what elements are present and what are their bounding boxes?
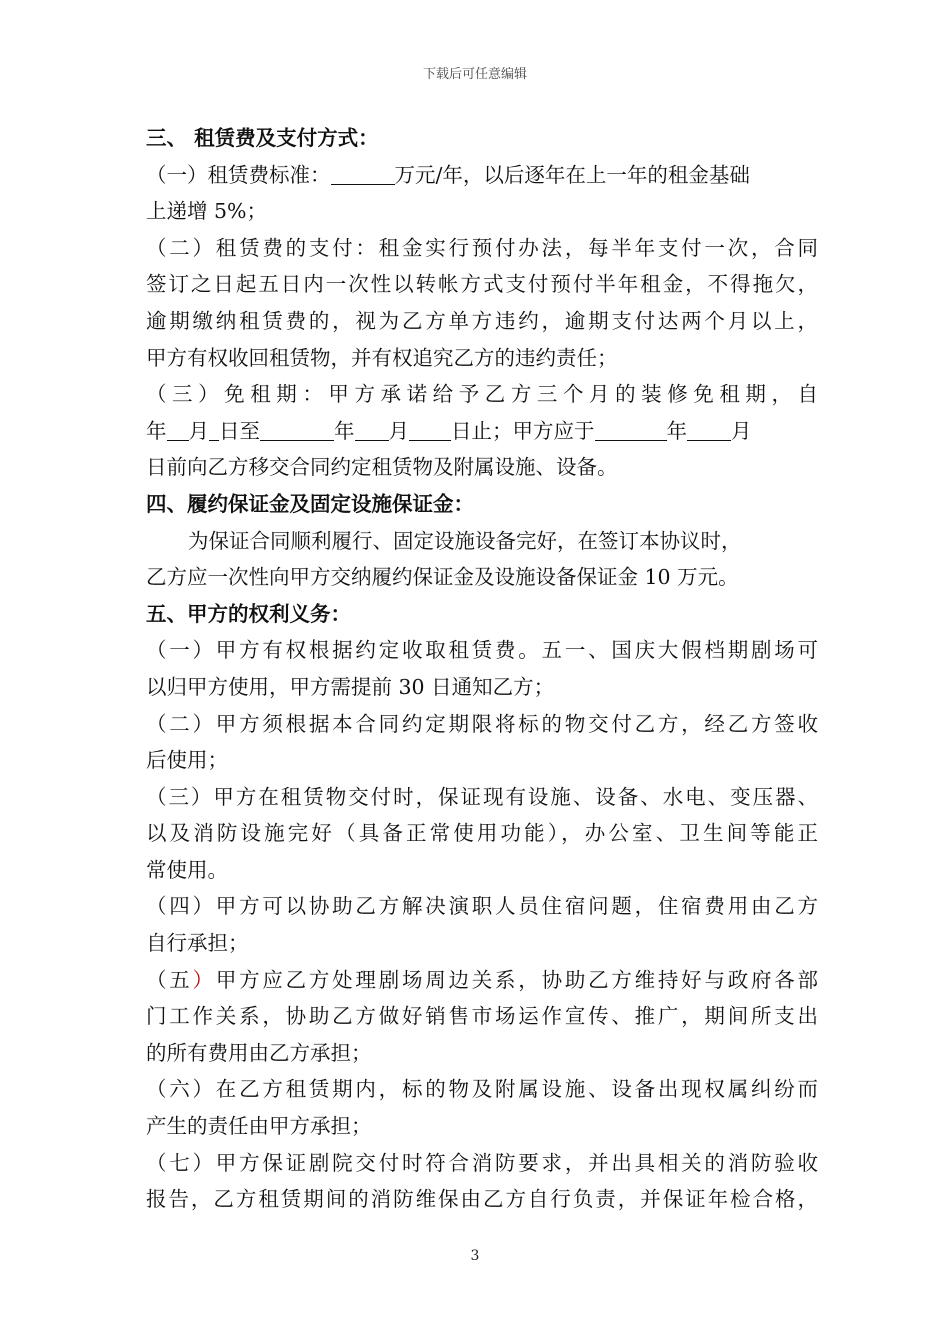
text-span: 年 xyxy=(666,418,687,443)
blank-field xyxy=(260,415,334,441)
text-span: 年 xyxy=(146,418,167,443)
text-span: 月 xyxy=(731,418,752,443)
paragraph-line: 日前向乙方移交合同约定租赁物及附属设施、设备。 xyxy=(146,455,618,480)
paragraph-line: 产生的责任由甲方承担； xyxy=(146,1114,372,1139)
paragraph-line: 常使用。 xyxy=(146,857,228,882)
page-header: 下载后可任意编辑 xyxy=(422,67,527,82)
paragraph-line: 以及消防设施完好（具备正常使用功能），办公室、卫生间等能正 xyxy=(146,821,818,846)
text-span: 月 xyxy=(188,418,209,443)
paragraph-line: 乙方应一次性向甲方交纳履约保证金及设施设备保证金 10 万元。 xyxy=(146,565,739,590)
page-number: 3 xyxy=(470,1248,480,1264)
section-4-title: 四、履约保证金及固定设施保证金： xyxy=(146,491,474,516)
text-span: （五 xyxy=(146,967,193,992)
section-3-title: 三、 租赁费及支付方式： xyxy=(146,126,379,150)
document-body xyxy=(146,120,818,1218)
paragraph-line: 的所有费用由乙方承担； xyxy=(146,1040,372,1065)
paragraph-line xyxy=(146,157,818,194)
blank-field xyxy=(687,415,731,441)
text-span: 万元/年，以后逐年在上一年的租金基础 xyxy=(394,162,750,187)
section-5-title: 五、甲方的权利义务： xyxy=(146,601,351,626)
text-span: 日至 xyxy=(219,418,260,443)
text-span: 日止；甲方应于 xyxy=(451,418,595,443)
paragraph-line: 门工作关系，协助乙方做好销售市场运作宣传、推广，期间所支出 xyxy=(146,1004,818,1029)
text-span: 年 xyxy=(334,418,355,443)
paragraph-line: （七）甲方保证剧院交付时符合消防要求，并出具相关的消防验收 xyxy=(146,1150,818,1175)
paragraph-line: （三）免租期：甲方承诺给予乙方三个月的装修免租期，自 xyxy=(146,382,818,407)
paragraph-line: 为保证合同顺利履行、固定设施设备完好，在签订本协议时， xyxy=(188,528,742,553)
paragraph-line: 以归甲方使用，甲方需提前 30 日通知乙方； xyxy=(146,674,555,699)
paragraph-line: 自行承担； xyxy=(146,931,249,956)
blank-field xyxy=(355,415,389,441)
blank-field xyxy=(409,415,451,441)
text-span-red: ） xyxy=(192,967,216,992)
blank-field xyxy=(167,415,189,441)
blank-field-rent xyxy=(331,159,395,185)
paragraph-line: （二）租赁费的支付：租金实行预付办法，每半年支付一次，合同 xyxy=(146,235,818,260)
paragraph-line: 逾期缴纳租赁费的，视为乙方单方违约，逾期支付达两个月以上， xyxy=(146,308,818,333)
paragraph-line: （四）甲方可以协助乙方解决演职人员住宿问题，住宿费用由乙方 xyxy=(146,894,818,919)
text-span: 月 xyxy=(388,418,409,443)
paragraph-line: （二）甲方须根据本合同约定期限将标的物交付乙方，经乙方签收 xyxy=(146,711,818,736)
paragraph-line xyxy=(146,962,818,999)
paragraph-line: 报告，乙方租赁期间的消防维保由乙方自行负责，并保证年检合格， xyxy=(146,1187,818,1212)
paragraph-line-date-blanks xyxy=(146,413,818,450)
paragraph-line: 后使用； xyxy=(146,748,228,773)
blank-field xyxy=(209,415,219,441)
text-span: 甲方应乙方处理剧场周边关系，协助乙方维持好与政府各部 xyxy=(215,967,819,992)
paragraph-line: （三）甲方在租赁物交付时，保证现有设施、设备、水电、变压器、 xyxy=(146,784,818,809)
blank-field xyxy=(595,415,667,441)
paragraph-line: 签订之日起五日内一次性以转帐方式支付预付半年租金，不得拖欠， xyxy=(146,272,818,297)
paragraph-line: 上递增 5%； xyxy=(146,199,268,224)
paragraph-line: （六）在乙方租赁期内，标的物及附属设施、设备出现权属纠纷而 xyxy=(146,1077,818,1102)
paragraph-line: （一）甲方有权根据约定收取租赁费。五一、国庆大假档期剧场可 xyxy=(146,638,818,663)
paragraph-line: 甲方有权收回租赁物，并有权追究乙方的违约责任； xyxy=(146,345,618,370)
text-span: （一）租赁费标准： xyxy=(146,162,331,187)
